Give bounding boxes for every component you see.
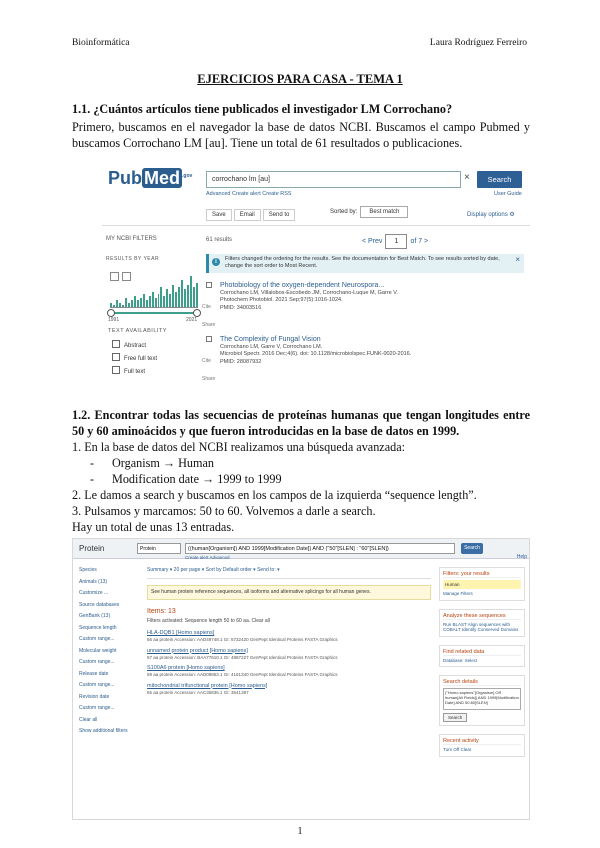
search-details-text[interactable]: ("Homo sapiens"[Organism] OR human[All Fields]) AND 1999[Modification Date] AND 50:60[SLEN] xyxy=(443,688,521,710)
results-histogram xyxy=(110,276,198,308)
save-button[interactable]: Save xyxy=(206,209,232,221)
items-count: Items: 13 xyxy=(147,608,176,615)
criteria-list xyxy=(72,455,530,487)
section1-heading: 1.1. ¿Cuántos artículos tiene publicados el investigador LM Corrochano? xyxy=(72,102,453,116)
summary-bar[interactable]: Summary ▾ 20 per page ▾ Sort by Default order ▾ Send to: ▾ xyxy=(147,567,431,579)
sidebar-box-title[interactable]: Find related data xyxy=(443,649,521,656)
criteria-date: - Modification date → 1999 to 1999 xyxy=(90,471,530,487)
histogram-bar xyxy=(184,289,186,307)
section2-step1: 1. En la base de datos del NCBI realizamos una búsqueda avanzada: xyxy=(72,440,406,454)
share-button[interactable]: Share xyxy=(202,322,216,328)
sidebar-box-link[interactable]: Manage Filters xyxy=(443,591,473,596)
pubmed-logo[interactable]: Pub Med $^{.gov}$ xyxy=(108,168,193,188)
pubmed-search-button[interactable]: Search xyxy=(477,171,522,188)
action-tabs xyxy=(206,209,297,221)
filters-activated: Filters activated: Sequence length 50 to 60 aa. Clear all xyxy=(147,618,270,624)
protein-entry xyxy=(147,648,431,661)
protein-sub-links[interactable]: Create alert Advanced xyxy=(185,555,230,560)
protein-db-name: Protein xyxy=(79,544,105,553)
pager xyxy=(362,234,428,249)
section2-step3: 3. Pulsamos y marcamos: 50 to 60. Volvemos a darle a search. xyxy=(72,504,376,518)
histogram-bar xyxy=(119,303,121,307)
histogram-bar xyxy=(196,283,198,307)
criteria-organism: - Organism → Human xyxy=(90,455,530,471)
sidebar-box xyxy=(439,567,525,601)
ncbi-protein-screenshot xyxy=(72,538,530,820)
text-availability-label: TEXT AVAILABILITY xyxy=(108,328,167,334)
left-filter-item[interactable]: Custom range... xyxy=(79,659,115,665)
sidebar-box-title[interactable]: Recent activity xyxy=(443,738,521,745)
filter-abstract[interactable]: Abstract xyxy=(112,340,146,349)
protein-entry-desc: 55 aa protein Accession: AAC35836.1 GI: 3641397 xyxy=(147,689,249,695)
histogram-bar xyxy=(113,305,115,307)
left-filter-item[interactable]: Species xyxy=(79,567,97,573)
close-icon[interactable]: × xyxy=(515,255,520,264)
year-range-slider[interactable] xyxy=(110,312,198,314)
histogram-bar xyxy=(149,296,151,307)
result-item xyxy=(202,282,526,328)
left-filter-item[interactable]: Show additional filters xyxy=(79,728,128,734)
sidebar-box xyxy=(439,734,525,757)
histogram-bar xyxy=(166,289,168,307)
histogram-bar xyxy=(175,292,177,308)
year-high: 2021 xyxy=(186,317,198,323)
histogram-bar xyxy=(116,300,118,307)
histogram-bar xyxy=(181,280,183,307)
cite-button[interactable]: Cite xyxy=(202,358,211,364)
left-filter-item[interactable]: Customize ... xyxy=(79,590,109,596)
sort-select[interactable]: Best match xyxy=(360,206,408,218)
histogram-bar xyxy=(110,303,112,307)
protein-entry-title[interactable]: mitochondrial trifunctional protein [Homo sapiens] xyxy=(147,682,268,689)
histogram-bar xyxy=(158,294,160,307)
help-link[interactable]: Help xyxy=(516,554,527,560)
result-pmid: PMID: 34003516 xyxy=(220,304,262,311)
filter-free-full-text[interactable]: Free full text xyxy=(112,353,157,362)
left-filter-item[interactable]: Molecular weight xyxy=(79,647,117,654)
page-input[interactable]: 1 xyxy=(385,234,407,249)
sidebar-box-title[interactable]: Filters: your results xyxy=(443,571,521,578)
header-left: Bioinformática xyxy=(72,38,130,48)
result-checkbox[interactable] xyxy=(206,282,212,288)
histogram-bar xyxy=(137,300,139,307)
results-by-year-label: RESULTS BY YEAR xyxy=(106,256,160,262)
histogram-bar xyxy=(134,296,136,307)
left-filter-item[interactable]: Clear all xyxy=(79,716,98,723)
protein-entry xyxy=(147,683,431,696)
protein-entries xyxy=(147,630,431,695)
page-number: 1 xyxy=(297,826,303,837)
my-ncbi-filters-label: MY NCBI FILTERS xyxy=(106,236,157,242)
histogram-bar xyxy=(163,296,165,307)
pubmed-search-input[interactable]: corrochano lm [au] xyxy=(206,171,461,188)
email-button[interactable]: Email xyxy=(234,209,261,221)
database-select[interactable]: Protein xyxy=(137,543,181,554)
left-filter-item[interactable]: Source databases xyxy=(79,601,120,608)
left-filters xyxy=(79,567,139,740)
next-page-button[interactable]: of 7 > xyxy=(410,238,429,245)
histogram-bar xyxy=(152,292,154,308)
share-button[interactable]: Share xyxy=(202,376,216,382)
histogram-bar xyxy=(187,285,189,307)
display-options-button[interactable]: Display options ⚙ xyxy=(467,212,515,218)
histogram-bar xyxy=(172,285,174,307)
filter-full-text[interactable]: Full text xyxy=(112,366,145,375)
pubmed-header xyxy=(72,160,530,208)
protein-entry-desc: 56 aa protein Accession: AAD49748.1 GI: 5732420 GenPept Identical Proteins FASTA Graphics xyxy=(147,637,338,642)
advanced-links[interactable]: Advanced Create alert Create RSS xyxy=(206,191,292,197)
histogram-bar xyxy=(125,298,127,307)
section2-step4: Hay un total de unas 13 entradas. xyxy=(72,520,235,534)
section1-body: Primero, buscamos en el navegador la base de datos NCBI. Buscamos el campo Pubmed y buscamos Corrochano LM [au]. Tiene un total de 61 resultados o publicaciones. xyxy=(72,120,530,150)
sidebar-box xyxy=(439,609,525,637)
protein-entry xyxy=(147,630,431,643)
results-count: 61 results xyxy=(206,237,233,243)
protein-entry-title[interactable]: HLA-DQB1 [Homo sapiens] xyxy=(147,630,215,636)
sidebar-box-title[interactable]: Search details xyxy=(443,679,521,686)
histogram-bar xyxy=(146,300,148,307)
prev-page-button[interactable]: < Prev xyxy=(362,238,383,245)
sidebar-box-title[interactable]: Analyze these sequences xyxy=(443,613,521,620)
result-item xyxy=(202,336,526,382)
sidebar-box-link[interactable]: Turn Off Clear xyxy=(443,747,472,752)
document-title: EJERCICIOS PARA CASA - TEMA 1 xyxy=(197,72,403,86)
left-filter-item[interactable]: Sequence length xyxy=(79,624,117,631)
left-filter-item[interactable]: Custom range... xyxy=(79,682,115,688)
left-filter-item[interactable]: Custom range... xyxy=(79,705,115,711)
left-filter-item[interactable]: Revision date xyxy=(79,693,110,700)
left-filter-item[interactable]: Custom range... xyxy=(79,636,115,642)
send-to-button[interactable]: Send to xyxy=(263,209,296,221)
cite-button[interactable]: Cite xyxy=(202,304,211,310)
result-checkbox[interactable] xyxy=(206,336,212,342)
left-filter-item[interactable]: Release date xyxy=(79,670,109,677)
left-filter-item[interactable]: GenBank (13) xyxy=(79,613,111,619)
active-filter[interactable]: Human xyxy=(443,580,521,589)
histogram-bar xyxy=(140,298,142,307)
histogram-bar xyxy=(169,294,171,307)
histogram-bar xyxy=(190,276,192,307)
result-pmid: PMID: 28087932 xyxy=(220,358,262,365)
info-banner: i Filters changed the ordering for the results. See the documentation for Best Match. To see results sorted by date, change the sort order to Most Recent. × xyxy=(206,254,524,273)
sidebar-box-link[interactable]: Run BLAST Align sequences with COBALT Identify Conserved Domains xyxy=(443,621,519,632)
search-details-button[interactable]: Search xyxy=(443,713,467,722)
histogram-bar xyxy=(155,298,157,307)
protein-header xyxy=(73,539,530,559)
result-journal: Photochem Photobiol. 2021 Sep;97(5):1016-1024. xyxy=(220,297,343,303)
protein-entry-desc: 59 aa protein Accession: AAD08853.1 GI: 4161340 GenPept Identical Proteins FASTA Graphics xyxy=(147,672,338,677)
result-journal: Microbiol Spectr. 2016 Dec;4(6). doi: 10.1128/microbiolspec.FUNK-0020-2016. xyxy=(220,351,412,357)
histogram-bar xyxy=(131,300,133,307)
protein-search-input[interactable]: ((human[Organism]) AND 1999[Modification Date]) AND ("50"[SLEN] : "60"[SLEN]) xyxy=(185,543,455,554)
info-icon: i xyxy=(212,258,220,266)
histogram-bar xyxy=(122,305,124,307)
result-title[interactable]: Photobiology of the oxygen-dependent Neurospora... xyxy=(220,282,385,289)
protein-search-button[interactable]: Search xyxy=(461,543,483,554)
left-filter-item[interactable]: Animals (13) xyxy=(79,578,108,585)
year-low: 1991 xyxy=(108,317,120,323)
histogram-bar xyxy=(160,287,162,307)
refseq-note: See human protein reference sequences, all isoforms and alternative splicings for all human genes. xyxy=(147,585,431,600)
divider xyxy=(102,225,530,226)
sort-control[interactable]: Sorted by: Best match xyxy=(330,209,408,215)
user-guide-link[interactable]: User Guide xyxy=(494,191,522,197)
protein-entry-desc: 57 aa protein Accession: BAA77610.1 GI: 4887227 GenPept Identical Proteins FASTA Graphics xyxy=(147,654,338,660)
histogram-bar xyxy=(128,303,130,307)
clear-icon[interactable]: × xyxy=(464,172,470,183)
sidebar-box xyxy=(439,645,525,668)
pubmed-screenshot xyxy=(72,160,530,385)
protein-entry-title[interactable]: unnamed protein product [Homo sapiens] xyxy=(147,647,248,654)
sidebar-box xyxy=(439,675,525,726)
result-title[interactable]: The Complexity of Fungal Vision xyxy=(220,336,321,343)
histogram-bar xyxy=(143,294,145,307)
protein-entry-title[interactable]: S100A6 protein [Homo sapiens] xyxy=(147,665,225,671)
histogram-bar xyxy=(193,287,195,307)
header-right: Laura Rodríguez Ferreiro xyxy=(429,38,527,48)
sidebar-box-link[interactable]: Database: Select xyxy=(443,657,478,663)
section2-heading: 1.2. Encontrar todas las secuencias de proteínas humanas que tengan longitudes entre 50 y 60 aminoácidos y que fueron introducidas en la base de datos en 1999. xyxy=(72,408,530,438)
protein-entry xyxy=(147,665,431,678)
result-authors: Corrochano LM, Garre V, Corrochano LM. xyxy=(220,343,323,350)
histogram-bar xyxy=(178,287,180,307)
protein-results xyxy=(147,567,431,695)
right-sidebar xyxy=(439,567,525,765)
section2-step2: 2. Le damos a search y buscamos en los campos de la izquierda “sequence length”. xyxy=(72,488,477,502)
result-authors: Corrochano LM, Villalobos-Escobedo JM, Corrochano-Luque M, Garre V. xyxy=(220,289,398,296)
